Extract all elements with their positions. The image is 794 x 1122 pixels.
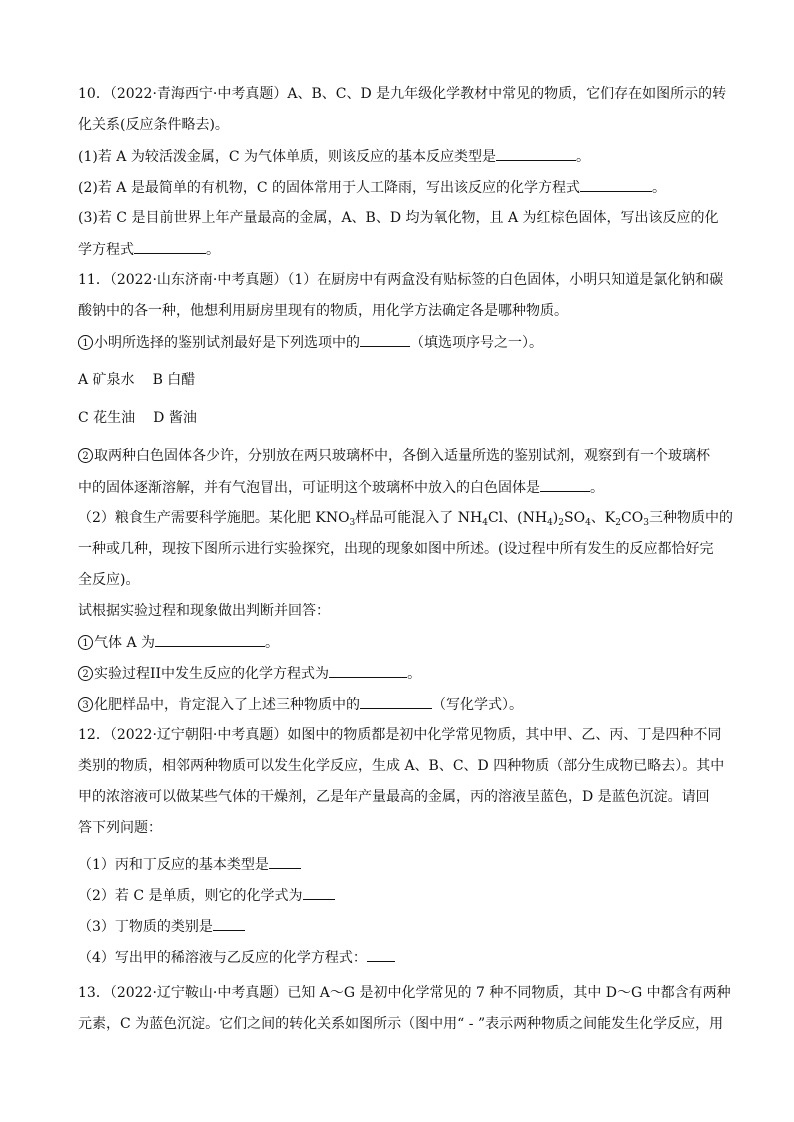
circled-number-3: 3 [78,697,93,712]
q11-sub-1-text: 小明所选择的鉴别试剂最好是下列选项中的 [94,335,360,351]
option-d: D 酱油 [153,410,197,426]
q10-stem-line-2: 化关系(反应条件略去)。 [78,117,229,133]
q12-stem-line-1: 12．（2022·辽宁朝阳·中考真题）如图中的物质都是初中化学常见物质，其中甲、乙、丙、丁是四种不同 [78,727,722,743]
q11-sub-2-end: 。 [590,480,604,496]
subscript: 3 [643,518,649,528]
q11-answer-2-text: 实验过程II中发生反应的化学方程式为 [94,666,330,682]
subscript: 4 [547,518,553,528]
q11-answer-2-end: 。 [407,666,422,682]
q11-part-2-text: 、K [590,510,616,526]
q12-sub-2-text: （2）若 C 是单质，则它的化学式为 [78,888,303,904]
q11-answer-1-text: 气体 A 为 [94,635,156,651]
q10-part-1-end: 。 [576,149,591,165]
answer-blank[interactable] [360,695,432,709]
q11-part-2-text: 三种物质中的 [648,510,733,526]
q12-sub-4 [78,948,395,967]
q12-sub-1-text: （1）丙和丁反应的基本类型是 [78,857,269,873]
circled-number-1: 1 [78,635,93,650]
subscript: 2 [558,518,564,528]
q11-sub-2-line-2 [78,478,604,497]
q11-part-2-line-2: 一种或几种，现按下图所示进行实验探究，出现的现象如图中所述。(设过程中所有发生的反应都恰好完 [78,541,714,557]
q11-answer-1-end: 。 [265,635,280,651]
answer-blank[interactable] [213,917,245,931]
q11-sub-1-end: （填选项序号之一）。 [410,335,543,351]
q11-sub-2-text-2: 中的固体逐渐溶解，并有气泡冒出，可证明这个玻璃杯中放入的白色固体是 [78,480,540,496]
answer-blank[interactable] [540,478,590,492]
q11-judge-line: 试根据实验过程和现象做出判断并回答： [78,603,330,619]
q11-options-row-2 [78,409,197,427]
q11-part-2-text: （2）粮食生产需要科学施肥。某化肥 KNO [78,510,350,526]
subscript: 4 [585,518,591,528]
q10-part-3-end: 。 [206,242,220,258]
answer-blank[interactable] [134,240,206,254]
answer-blank[interactable] [367,948,395,962]
subscript: 3 [349,518,356,528]
q10-part-1 [78,147,590,166]
q11-sub-1 [78,333,543,352]
q11-part-2-line-1 [78,509,733,527]
q11-answer-1 [78,633,279,652]
answer-blank[interactable] [269,855,301,869]
q12-sub-3 [78,917,245,936]
q11-answer-3 [78,695,523,714]
subscript: 2 [615,518,622,528]
q11-answer-3-end: （写化学式）。 [432,697,523,713]
q10-stem-line-1: 10．（2022·青海西宁·中考真题）A、B、C、D 是九年级化学教材中常见的物质，它们存在如图所示的转 [78,86,727,102]
q13-stem-line-1: 13．（2022·辽宁鞍山·中考真题）已知 A～G 是初中化学常见的 7 种不同物质，其中 D～G 中都含有两种 [78,985,731,1001]
q12-stem-line-3: 甲的浓溶液可以做某些气体的干燥剂，乙是年产量最高的金属，丙的溶液呈蓝色，D 是蓝色沉淀。请回 [78,789,710,805]
q11-part-2-text: 样品可能混入了 NH [355,510,483,526]
q11-sub-2-line-1 [78,447,710,465]
q11-sub-2-text: 取两种白色固体各少许，分别放在两只玻璃杯中，各倒入适量所选的鉴别试剂，观察到有一个玻璃杯 [94,448,710,464]
q12-stem-line-2: 类别的物质，相邻两种物质可以发生化学反应，生成 A、B、C、D 四种物质（部分生成物已略去）。其中 [78,758,725,774]
q12-sub-1 [78,855,301,874]
answer-blank[interactable] [329,664,407,678]
q12-sub-2 [78,886,335,905]
q11-options-row-1 [78,371,195,389]
answer-blank[interactable] [360,333,410,347]
q11-part-2-line-3: 全反应)。 [78,572,140,588]
q11-part-2-text: Cl、(NH [487,510,548,526]
q11-stem-line-2: 酸钠中的各一种，他想利用厨房里现有的物质，用化学方法确定各是哪种物质。 [78,303,568,319]
option-a: A 矿泉水 [78,372,135,388]
option-b: B 白醋 [152,372,196,388]
q10-part-3-text: 学方程式 [78,242,134,258]
q10-part-2 [78,178,666,197]
answer-blank[interactable] [580,178,652,192]
q11-answer-3-text: 化肥样品中，肯定混入了上述三种物质中的 [94,697,360,713]
q11-stem-line-1: 11．（2022·山东济南·中考真题）（1）在厨房中有两盒没有贴标签的白色固体，小明只知道是氯化钠和碳 [78,272,724,288]
q10-part-2-text: (2)若 A 是最简单的有机物，C 的固体常用于人工降雨，写出该反应的化学方程式 [78,180,581,196]
q12-sub-4-text: （4）写出甲的稀溶液与乙反应的化学方程式： [78,950,367,966]
q13-stem-line-2: 元素，C 为蓝色沉淀。它们之间的转化关系如图所示（图中用“ - ”表示两种物质之间能发生化学反应，用 [78,1016,724,1032]
q12-stem-line-4: 答下列问题： [78,820,162,836]
subscript: 4 [482,518,488,528]
q10-part-3-line-1: (3)若 C 是目前世界上年产量最高的金属，A、B、D 均为氧化物，且 A 为红棕色固体，写出该反应的化 [78,210,719,226]
option-c: C 花生油 [78,410,136,426]
q12-sub-3-text: （3）丁物质的类别是 [78,919,213,935]
q11-part-2-text: ) [552,510,559,526]
circled-number-1: 1 [78,335,93,350]
q11-answer-2 [78,664,421,683]
q10-part-1-text: (1)若 A 为较活泼金属，C 为气体单质，则该反应的基本反应类型是 [78,149,497,165]
answer-blank[interactable] [496,147,576,161]
circled-number-2: 2 [78,448,93,463]
q10-part-3-line-2 [78,240,220,259]
circled-number-2: 2 [78,666,93,681]
answer-blank[interactable] [155,633,265,647]
answer-blank[interactable] [303,886,335,900]
q11-part-2-text: SO [564,510,586,526]
q10-part-2-end: 。 [652,180,667,196]
q11-part-2-text: CO [621,510,644,526]
